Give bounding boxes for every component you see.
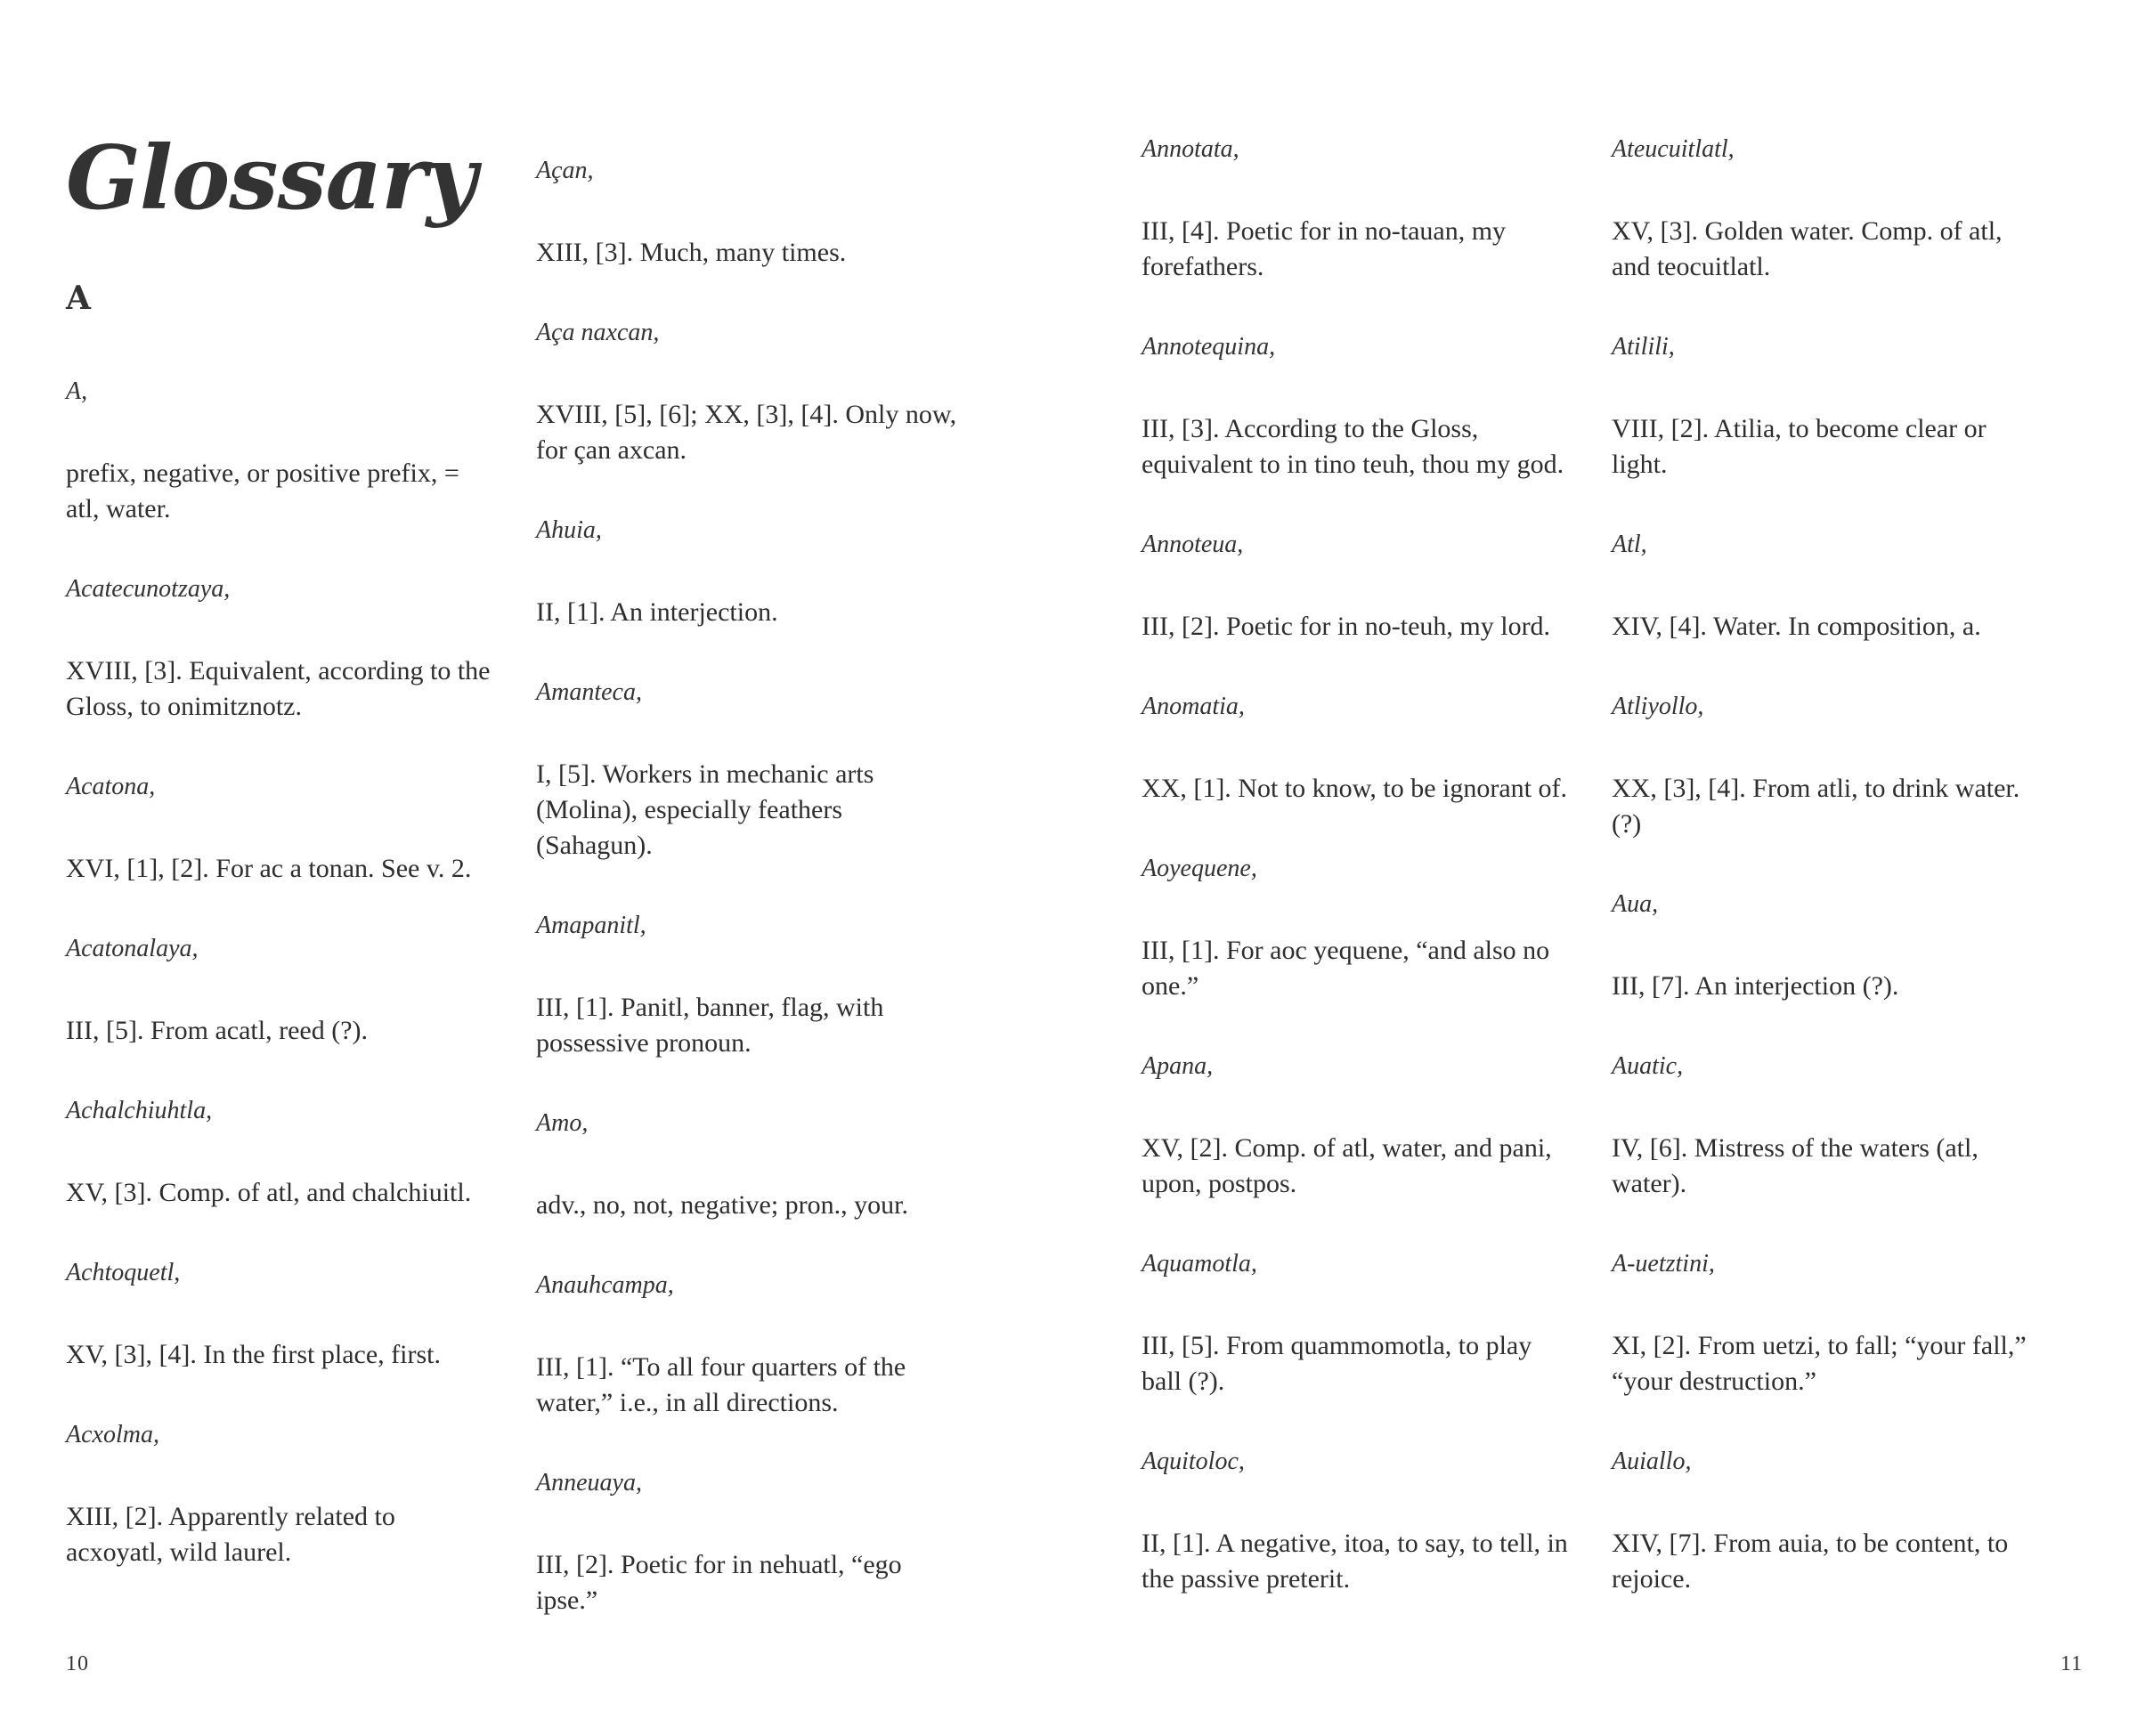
entry-definition: XVIII, [5], [6]; XX, [3], [4]. Only now, for çan axcan. [536,400,957,465]
glossary-entry [1612,689,2039,842]
glossary-entry [1142,1049,1569,1202]
entry-term: Açan, [536,157,594,184]
glossary-entry [536,908,963,1061]
glossary-entry [1142,527,1569,645]
entry-term: Anomatia, [1142,693,1245,720]
glossary-entry [1612,527,2039,645]
glossary-entry [66,1093,493,1211]
entry-definition: III, [5]. From acatl, reed (?). [66,1016,368,1045]
entry-definition: III, [5]. From quammomotla, to play ball (?). [1142,1331,1532,1396]
entry-term: Aça naxcan, [536,319,660,346]
entry-definition: XIII, [2]. Apparently related to acxoyatl, wild laurel. [66,1502,395,1567]
entry-term: Annotequina, [1142,333,1276,361]
glossary-entry [1612,1246,2039,1399]
entry-definition: III, [1]. “To all four quarters of the water,” i.e., in all directions. [536,1352,906,1417]
entry-term: Aquamotla, [1142,1250,1257,1278]
entry-definition: I, [5]. Workers in mechanic arts (Molina), especially feathers (Sahagun). [536,759,874,860]
entry-definition: III, [2]. Poetic for in nehuatl, “ego ipse.” [536,1550,902,1615]
glossary-entry [536,1106,963,1223]
glossary-entry [1612,329,2039,483]
entry-term: Achalchiuhtla, [66,1097,213,1124]
entry-definition: XI, [2]. From uetzi, to fall; “your fall,” “your destruction.” [1612,1331,2027,1396]
entry-term: Annoteua, [1142,531,1244,558]
page-title: Glossary [66,127,476,230]
entry-term: A-uetztini, [1612,1250,1715,1278]
glossary-entry [536,675,963,864]
glossary-entry [1142,1444,1569,1597]
glossary-entry [1612,887,2039,1004]
entry-term: A, [66,377,88,405]
entry-definition: prefix, negative, or positive prefix, = atl, water. [66,458,459,523]
entry-definition: XV, [2]. Comp. of atl, water, and pani, upon, postpos. [1142,1133,1552,1198]
entry-definition: XV, [3]. Golden water. Comp. of atl, and teocuitlatl. [1612,216,2003,281]
entry-term: Anauhcampa, [536,1271,674,1299]
glossary-entry [1612,1049,2039,1202]
glossary-entry [536,513,963,630]
entry-definition: VIII, [2]. Atilia, to become clear or light. [1612,414,1987,479]
entry-term: Acatonalaya, [66,935,199,962]
glossary-column-3 [1142,132,1569,1642]
glossary-entry [1142,1246,1569,1399]
glossary-entry [1142,329,1569,483]
glossary-entry [1142,689,1569,807]
right-page [1068,0,2137,1736]
entry-definition: adv., no, not, negative; pron., your. [536,1190,908,1220]
entry-term: Atliyollo, [1612,693,1704,720]
glossary-entry [1612,132,2039,285]
entry-term: Achtoquetl, [66,1259,181,1286]
entry-definition: XX, [1]. Not to know, to be ignorant of. [1142,774,1567,803]
entry-term: Acatecunotzaya, [66,575,231,603]
entry-definition: III, [4]. Poetic for in no-tauan, my forefathers. [1142,216,1507,281]
entry-term: Atilili, [1612,333,1675,361]
entry-term: Atl, [1612,531,1647,558]
section-heading: A [66,280,91,317]
glossary-entry [66,1255,493,1373]
entry-definition: III, [1]. Panitl, banner, flag, with possessive pronoun. [536,993,884,1058]
glossary-entry [536,153,963,271]
left-page [0,0,1068,1736]
glossary-entry [1142,132,1569,285]
entry-definition: III, [3]. According to the Gloss, equivalent to in tino teuh, thou my god. [1142,414,1564,479]
entry-term: Aua, [1612,890,1659,918]
entry-term: Aoyequene, [1142,855,1257,882]
page-number-left: 10 [66,1652,89,1675]
entry-term: Ahuia, [536,516,602,544]
glossary-entry [66,572,493,725]
entry-term: Auatic, [1612,1052,1684,1080]
glossary-column-4 [1612,132,2039,1642]
glossary-entry [1612,1444,2039,1597]
entry-definition: III, [1]. For aoc yequene, “and also no one.” [1142,936,1550,1001]
glossary-entry [66,1417,493,1570]
entry-definition: XVI, [1], [2]. For ac a tonan. See v. 2. [66,854,472,883]
glossary-column-2 [536,153,963,1663]
entry-term: Amanteca, [536,678,642,706]
entry-definition: XIII, [3]. Much, many times. [536,238,847,267]
glossary-entry [1142,851,1569,1004]
page-number-right: 11 [2060,1652,2084,1675]
entry-term: Anneuaya, [536,1469,642,1497]
entry-term: Annotata, [1142,135,1239,163]
glossary-entry [536,1465,963,1618]
glossary-entry [536,1268,963,1421]
glossary-entry [536,315,963,468]
entry-term: Auiallo, [1612,1448,1692,1475]
entry-definition: III, [7]. An interjection (?). [1612,971,1899,1001]
glossary-entry [66,931,493,1049]
entry-term: Aquitoloc, [1142,1448,1245,1475]
entry-term: Apana, [1142,1052,1214,1080]
glossary-entry [66,769,493,887]
entry-term: Amapanitl, [536,912,646,939]
entry-definition: XV, [3]. Comp. of atl, and chalchiuitl. [66,1178,472,1207]
glossary-entry [66,374,493,527]
entry-definition: III, [2]. Poetic for in no-teuh, my lord. [1142,612,1551,641]
entry-definition: IV, [6]. Mistress of the waters (atl, water). [1612,1133,1979,1198]
glossary-column-1 [66,374,493,1615]
entry-term: Ateucuitlatl, [1612,135,1735,163]
entry-term: Acxolma, [66,1421,159,1448]
entry-term: Acatona, [66,773,156,800]
entry-term: Amo, [536,1109,589,1137]
entry-definition: XX, [3], [4]. From atli, to drink water. (?) [1612,774,2020,839]
entry-definition: XVIII, [3]. Equivalent, according to the Gloss, to onimitznotz. [66,656,491,721]
entry-definition: XIV, [4]. Water. In composition, a. [1612,612,1981,641]
entry-definition: XV, [3], [4]. In the first place, first. [66,1340,441,1369]
entry-definition: II, [1]. An interjection. [536,597,778,627]
entry-definition: II, [1]. A negative, itoa, to say, to tell, in the passive preterit. [1142,1529,1568,1594]
entry-definition: XIV, [7]. From auia, to be content, to rejoice. [1612,1529,2009,1594]
